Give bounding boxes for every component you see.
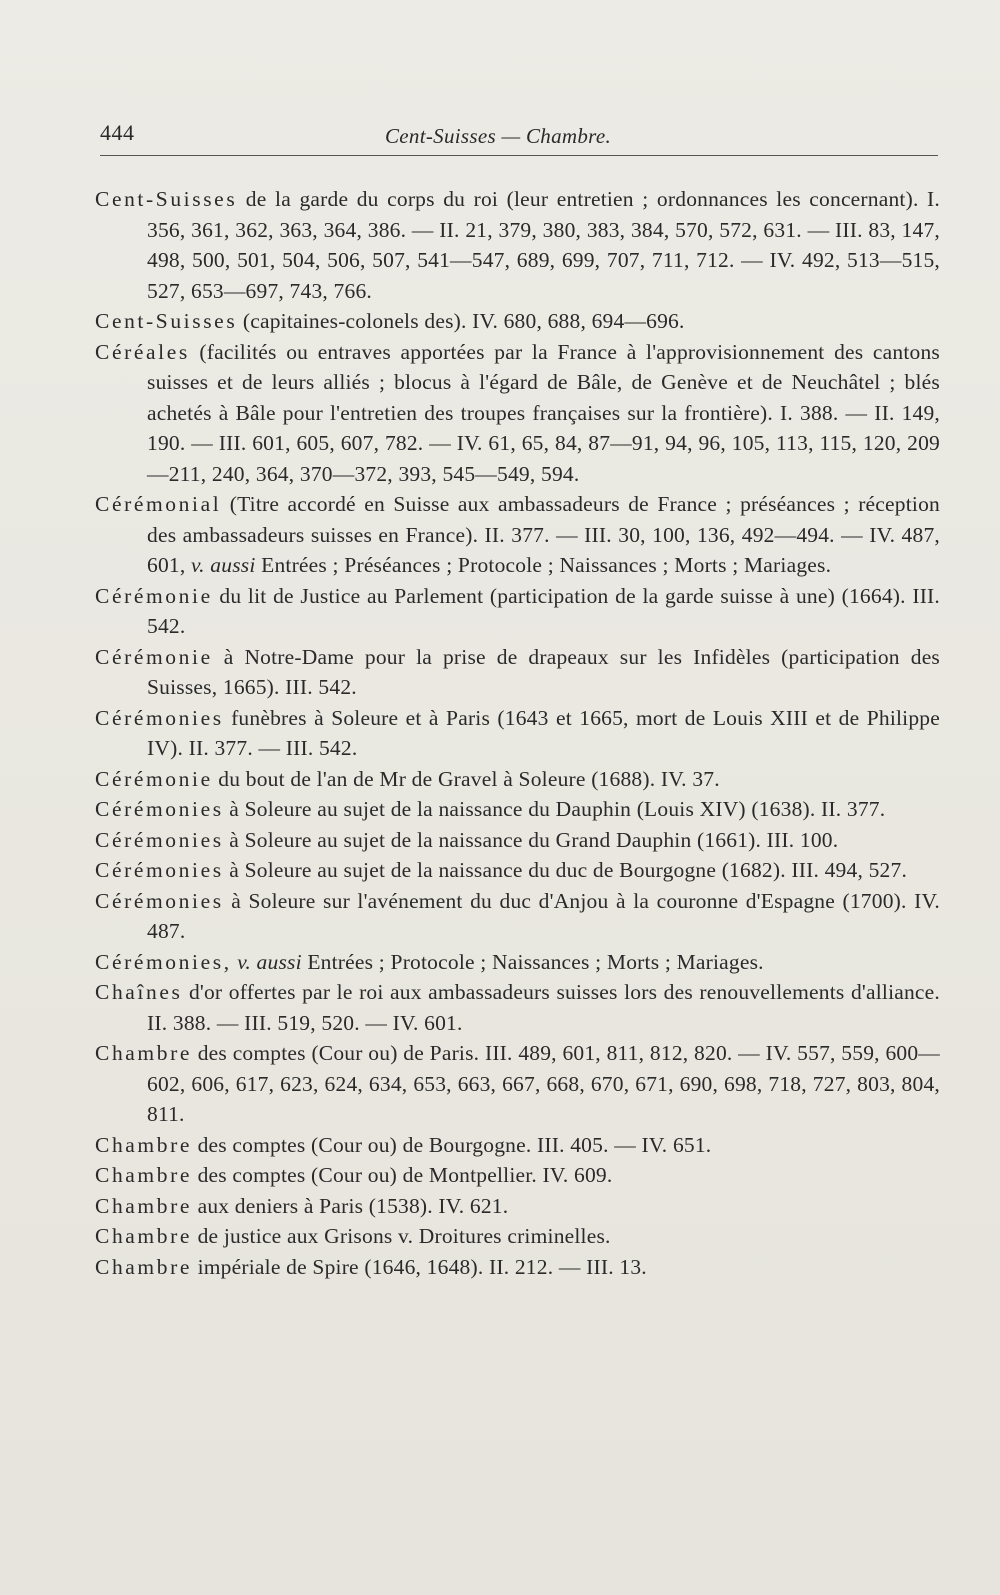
entry-text: d'or offertes par le roi aux ambassadeurs suisses lors des renouvellements d'alliance. II. 388. — III. 519, 520. — IV. 601. xyxy=(147,980,940,1035)
entry-text: des comptes (Cour ou) de Bourgogne. III. 405. — IV. 651. xyxy=(192,1132,712,1157)
entry-text: (Titre accordé en Suisse aux ambassadeurs de France ; préséances ; réception des ambassadeurs suisses en France). II. 377. — III. 30, 100, 136, 492—494. — IV. 487, 601, xyxy=(147,492,940,577)
index-entry xyxy=(95,977,940,1038)
page-header xyxy=(100,112,940,152)
index-entry xyxy=(95,1191,940,1222)
entry-text-tail: Entrées ; Protocole ; Naissances ; Morts ; Mariages. xyxy=(301,949,764,974)
entry-headword: Cérémonies, xyxy=(95,949,232,974)
entry-text: à Soleure au sujet de la naissance du Dauphin (Louis XIV) (1638). II. 377. xyxy=(223,797,886,821)
entry-headword: Cérémonies xyxy=(95,797,224,821)
index-entry xyxy=(95,947,940,978)
index-entry xyxy=(95,489,940,581)
entry-headword: Cérémonies xyxy=(95,705,224,730)
entry-text-tail: Entrées ; Préséances ; Protocole ; Naissances ; Morts ; Mariages. xyxy=(255,553,832,577)
entry-headword: Cérémonial xyxy=(95,492,222,516)
entry-headword: Chambre xyxy=(95,1193,193,1218)
index-entry xyxy=(95,886,940,947)
entry-text: de la garde du corps du roi (leur entretien ; ordonnances les concernant). I. 356, 361, 362, 363, 364, 386. — II. 21, 379, 380, 383, 384, 570, 572, 631. — III. 83, 147, 498, 500, 501, 504, 506, 507, 541—547, 689, 699, 707, 711, 712. — IV. 492, 513—515, 527, 653—697, 743, 766. xyxy=(147,187,940,303)
index-entry xyxy=(95,855,940,886)
entry-text: (capitaines-colonels des). IV. 680, 688, 694—696. xyxy=(237,309,685,333)
index-entry xyxy=(95,184,940,306)
entry-text: aux deniers à Paris (1538). IV. 621. xyxy=(192,1193,509,1218)
index-entry xyxy=(95,306,940,337)
entry-headword: Chambre xyxy=(95,1224,193,1248)
entry-headword: Chaînes xyxy=(95,980,183,1004)
header-rule xyxy=(100,155,938,156)
entry-text: à Soleure au sujet de la naissance du Grand Dauphin (1661). III. 100. xyxy=(223,827,839,852)
running-title: Cent-Suisses — Chambre. xyxy=(385,124,612,148)
index-entry xyxy=(95,1252,940,1283)
index-entry xyxy=(95,794,940,825)
index-entry xyxy=(95,825,940,856)
entry-headword: Chambre xyxy=(95,1132,193,1157)
entry-text: des comptes (Cour ou) de Montpellier. IV. 609. xyxy=(192,1163,613,1187)
entry-headword: Chambre xyxy=(95,1041,193,1065)
entry-headword: Cérémonie xyxy=(95,766,213,791)
index-entries xyxy=(95,184,940,1282)
entry-text: des comptes (Cour ou) de Paris. III. 489, 601, 811, 812, 820. — IV. 557, 559, 600—602, 606, 617, 623, 624, 634, 653, 663, 667, 668, 670, 671, 690, 698, 718, 727, 803, 804, 811. xyxy=(147,1041,940,1126)
entry-headword: Chambre xyxy=(95,1163,193,1187)
entry-headword: Cérémonie xyxy=(95,644,213,669)
page-number: 444 xyxy=(100,120,135,145)
entry-headword: Chambre xyxy=(95,1254,193,1279)
index-entry xyxy=(95,703,940,764)
entry-text: du lit de Justice au Parlement (participation de la garde suisse à une) (1664). III. 542. xyxy=(147,583,940,638)
index-entry xyxy=(95,337,940,490)
index-entry xyxy=(95,1160,940,1191)
entry-headword: Cérémonie xyxy=(95,583,213,608)
entry-text: (facilités ou entraves apportées par la France à l'approvisionnement des cantons suisses et de leurs alliés ; blocus à l'égard de Bâle, de Genève et de Neuchâtel ; blés achetés à Bâle pour l'entretien des troupes françaises sur la frontière). I. 388. — II. 149, 190. — III. 601, 605, 607, 782. — IV. 61, 65, 84, 87—91, 94, 96, 105, 113, 115, 120, 209—211, 240, 364, 370—372, 393, 545—549, 594. xyxy=(147,339,940,486)
index-entry xyxy=(95,581,940,642)
entry-text: à Notre-Dame pour la prise de drapeaux sur les Infidèles (participation des Suisses, 1665). III. 542. xyxy=(147,644,940,699)
entry-headword: Cent-Suisses xyxy=(95,187,238,211)
entry-italic-ref: v. aussi xyxy=(185,553,256,577)
entry-headword: Cent-Suisses xyxy=(95,309,238,333)
index-entry xyxy=(95,1038,940,1130)
index-entry xyxy=(95,1221,940,1252)
entry-headword: Céréales xyxy=(95,339,190,364)
entry-headword: Cérémonies xyxy=(95,858,224,882)
entry-text: du bout de l'an de Mr de Gravel à Soleure (1688). IV. 37. xyxy=(212,766,720,791)
index-entry xyxy=(95,642,940,703)
entry-italic-ref: v. aussi xyxy=(231,949,302,974)
entry-text: à Soleure sur l'avénement du duc d'Anjou à la couronne d'Espagne (1700). IV. 487. xyxy=(147,888,940,943)
entry-text: à Soleure au sujet de la naissance du duc de Bourgogne (1682). III. 494, 527. xyxy=(223,858,908,882)
entry-headword: Cérémonies xyxy=(95,827,224,852)
index-entry xyxy=(95,764,940,795)
entry-text: de justice aux Grisons v. Droitures criminelles. xyxy=(192,1224,611,1248)
entry-headword: Cérémonies xyxy=(95,888,224,913)
index-entry xyxy=(95,1130,940,1161)
entry-text: impériale de Spire (1646, 1648). II. 212. — III. 13. xyxy=(192,1254,647,1279)
entry-text: funèbres à Soleure et à Paris (1643 et 1665, mort de Louis XIII et de Philippe IV). II. 377. — III. 542. xyxy=(147,705,940,760)
